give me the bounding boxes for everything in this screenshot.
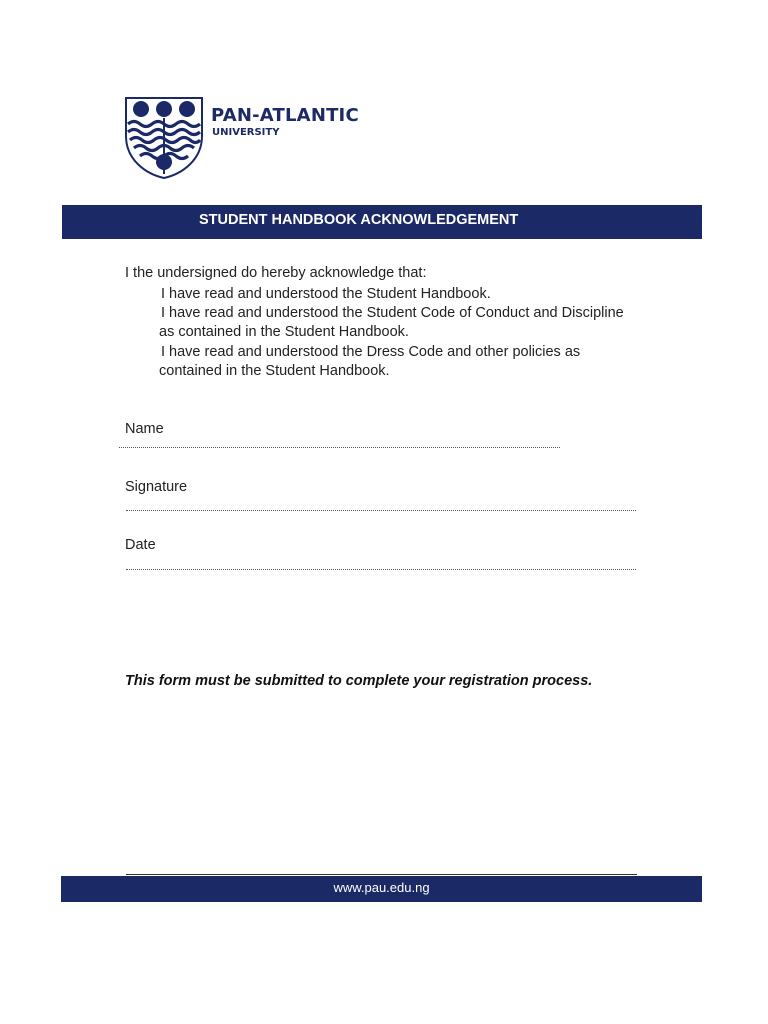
signature-label: Signature [125, 479, 188, 495]
page-title: STUDENT HANDBOOK ACKNOWLEDGEMENT [199, 212, 519, 228]
acknowledgement-item-handbook: I have read and understood the Student Handbook. [161, 286, 491, 302]
acknowledgement-item-dress-code-cont: contained in the Student Handbook. [159, 363, 390, 379]
footer-divider [126, 874, 637, 875]
acknowledgement-item-conduct: I have read and understood the Student Code of Conduct and Discipline [161, 305, 624, 321]
name-label: Name [125, 421, 164, 437]
acknowledgement-item-conduct-cont: as contained in the Student Handbook. [159, 324, 409, 340]
logo-subtitle: UNIVERSITY [212, 127, 280, 138]
acknowledgement-intro: I the undersigned do hereby acknowledge that: [125, 265, 427, 281]
footer-website-link[interactable]: www.pau.edu.ng [333, 880, 430, 895]
signature-field[interactable] [126, 510, 636, 511]
name-field[interactable] [119, 447, 560, 448]
footer-bar [61, 876, 702, 902]
registration-note: This form must be submitted to complete your registration process. [125, 673, 593, 689]
university-crest-icon [124, 96, 204, 180]
logo-name: PAN-ATLANTIC [211, 105, 359, 126]
title-bar [62, 205, 702, 239]
date-label: Date [125, 537, 156, 553]
university-logo [124, 96, 364, 182]
date-field[interactable] [126, 569, 636, 570]
acknowledgement-item-dress-code: I have read and understood the Dress Code and other policies as [161, 344, 581, 360]
